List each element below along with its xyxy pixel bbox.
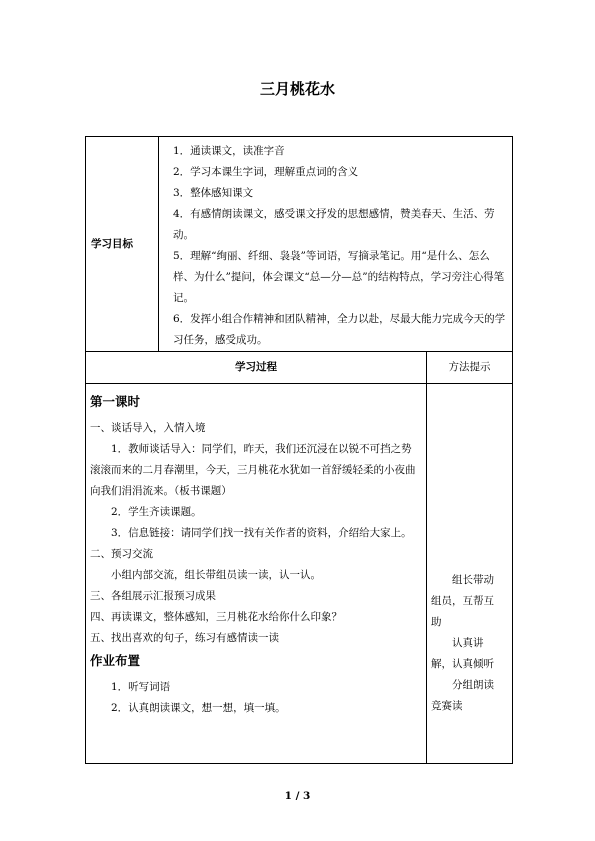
goal-item: 3．整体感知课文 — [173, 187, 254, 199]
process-line: 2．学生齐读课题。 — [111, 506, 202, 518]
process-header: 学习过程 — [86, 352, 427, 384]
goal-item: 1．通读课文，读准字音 — [173, 145, 285, 157]
process-line: 1．教师谈话导入：同学们，昨天，我们还沉浸在以锐不可挡之势滚滚而来的二月春潮里，今天，三月桃花水犹如一首舒缓轻柔的小夜曲向我们涓涓流来。（板书课题） — [90, 443, 416, 497]
process-line: 小组内部交流，组长带组员读一读，认一认。 — [111, 569, 321, 581]
homework-title: 作业布置 — [90, 653, 141, 668]
tips-content — [427, 384, 513, 764]
goals-label: 学习目标 — [86, 137, 159, 352]
process-header-row — [86, 352, 513, 384]
goal-item: 4．有感情朗读课文，感受课文抒发的思想感情，赞美春天、生活、劳动。 — [173, 208, 495, 241]
process-content — [86, 384, 427, 764]
page-number: 1 / 3 — [284, 790, 311, 802]
process-line: 3．信息链接：请同学们找一找有关作者的资料，介绍给大家上。 — [111, 527, 412, 539]
homework-item: 1．听写词语 — [111, 681, 171, 693]
goals-list — [159, 137, 513, 352]
process-line: 四、再读课文，整体感知，三月桃花水给你什么印象？ — [90, 611, 342, 623]
page-title: 三月桃花水 — [259, 80, 335, 98]
tip-item: 组长带动组员，互帮互助 — [431, 574, 494, 628]
process-line: 三、各组展示汇报预习成果 — [90, 590, 216, 602]
homework-item: 2．认真朗读课文，想一想，填一填。 — [111, 702, 286, 714]
tip-item: 认真讲解，认真倾听 — [431, 637, 494, 670]
lesson-plan-table — [85, 136, 513, 764]
process-line: 二、预习交流 — [90, 548, 153, 560]
goal-item: 5．理解“绚丽、纤细、袅袅”等词语，写摘录笔记。用“是什么、怎么样、为什么”提问，体会课文“总—分—总”的结构特点，学习旁注心得笔记。 — [173, 250, 505, 304]
goal-item: 6．发挥小组合作精神和团队精神，全力以赴，尽最大能力完成今天的学习任务，感受成功。 — [173, 313, 506, 346]
goal-item: 2．学习本课生字词，理解重点词的含义 — [173, 166, 359, 178]
process-body-row — [86, 384, 513, 764]
process-line: 一、谈话导入，入情入境 — [90, 422, 206, 434]
goals-row — [86, 137, 513, 352]
tip-item: 分组朗读竞赛读 — [431, 679, 494, 712]
lesson-1-title: 第一课时 — [90, 394, 141, 409]
process-line: 五、找出喜欢的句子，练习有感情读一读 — [90, 632, 279, 644]
tips-header: 方法提示 — [427, 352, 513, 384]
